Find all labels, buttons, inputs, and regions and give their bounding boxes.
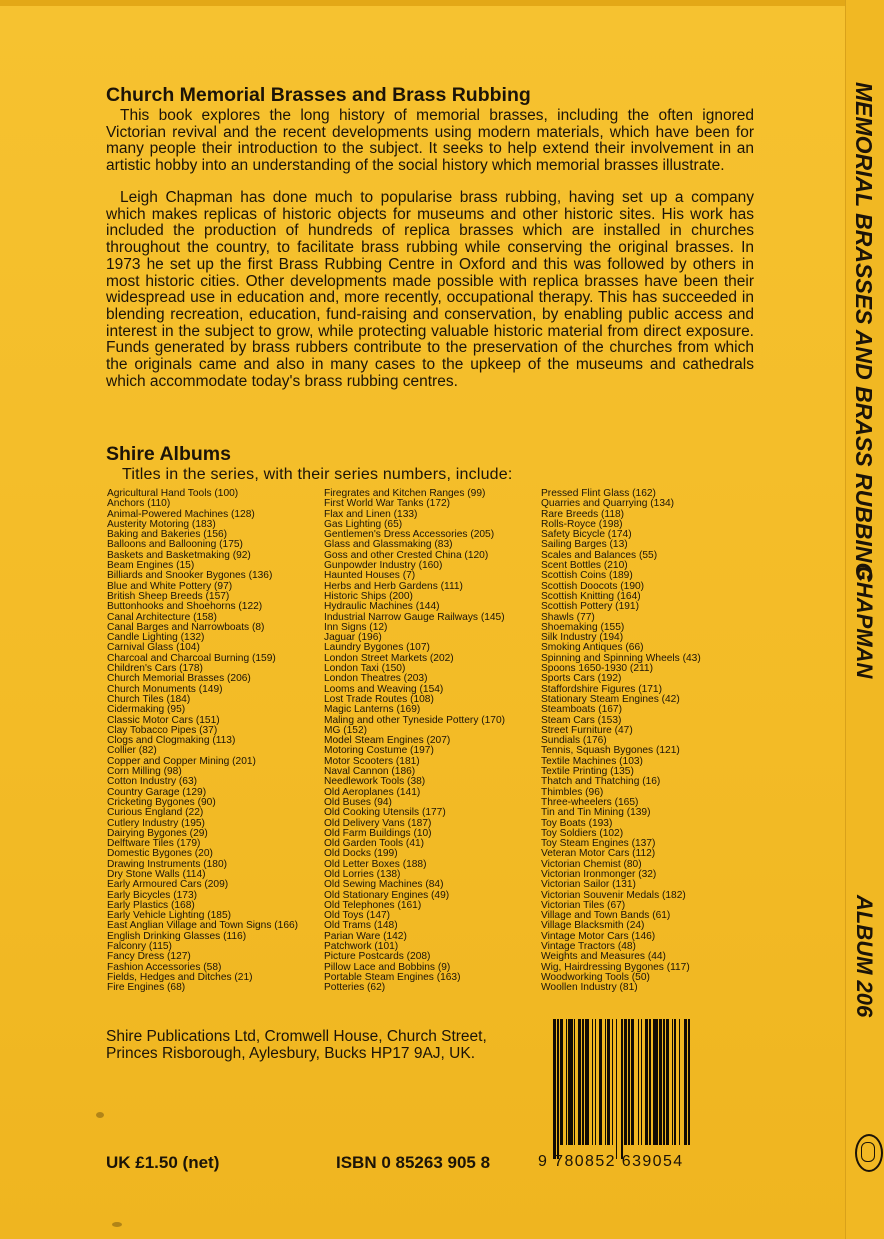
- series-list-item: East Anglian Village and Town Signs (166): [107, 920, 299, 932]
- series-list-item: Copper and Copper Mining (201): [107, 755, 256, 767]
- series-list-item: Anchors (110): [107, 498, 171, 510]
- series-list-item: Smoking Antiques (66): [541, 642, 644, 654]
- series-list-item: Flax and Linen (133): [324, 508, 418, 520]
- price: UK £1.50 (net): [106, 1153, 220, 1172]
- series-list-item: Corn Milling (98): [107, 766, 182, 778]
- series-list-item: Spinning and Spinning Wheels (43): [541, 652, 701, 664]
- series-list-item: Needlework Tools (38): [324, 776, 426, 788]
- series-list-item: Magic Lanterns (169): [324, 704, 421, 716]
- series-list-item: Woollen Industry (81): [541, 982, 638, 994]
- cover-smudge: [96, 1112, 104, 1118]
- series-list-item: Church Memorial Brasses (206): [107, 673, 251, 685]
- series-list-item: Shawls (77): [541, 611, 595, 623]
- series-list-item: Early Bicycles (173): [107, 889, 198, 901]
- series-list-item: Curious England (22): [107, 807, 204, 819]
- series-list-item: British Sheep Breeds (157): [107, 590, 230, 602]
- series-list-item: Gentlemen's Dress Accessories (205): [324, 529, 495, 541]
- series-list-item: Church Tiles (184): [107, 693, 191, 705]
- series-list-item: Billiards and Snooker Bygones (136): [107, 570, 273, 582]
- series-list-item: MG (152): [324, 724, 368, 736]
- series-list-item: Old Stationary Engines (49): [324, 889, 450, 901]
- series-list-item: Toy Soldiers (102): [541, 827, 624, 839]
- series-list-item: Patchwork (101): [324, 941, 399, 953]
- series-list-item: Cutlery Industry (195): [107, 817, 205, 829]
- series-list-item: Classic Motor Cars (151): [107, 714, 220, 726]
- series-list-item: Scottish Coins (189): [541, 570, 633, 582]
- series-list-item: Animal-Powered Machines (128): [107, 508, 255, 520]
- series-list-item: English Drinking Glasses (116): [107, 930, 247, 942]
- series-list-item: First World War Tanks (172): [324, 498, 451, 510]
- series-list-item: Drawing Instruments (180): [107, 858, 228, 870]
- series-list-item: Thimbles (96): [541, 786, 604, 798]
- series-list-item: Village Blacksmith (24): [541, 920, 645, 932]
- series-list-item: Industrial Narrow Gauge Railways (145): [324, 611, 505, 623]
- series-list-item: Scottish Pottery (191): [541, 601, 639, 613]
- series-list-item: Staffordshire Figures (171): [541, 683, 662, 695]
- series-heading: Shire Albums: [106, 443, 231, 465]
- series-list-item: Clay Tobacco Pipes (37): [107, 724, 218, 736]
- series-list-item: Early Vehicle Lighting (185): [107, 910, 232, 922]
- series-list-item: Agricultural Hand Tools (100): [107, 488, 239, 499]
- series-list-item: Portable Steam Engines (163): [324, 971, 461, 983]
- series-list-item: Victorian Ironmonger (32): [541, 868, 657, 880]
- series-list-item: Country Garage (129): [107, 786, 207, 798]
- series-list-item: Dry Stone Walls (114): [107, 868, 206, 880]
- series-list-item: Old Delivery Vans (187): [324, 817, 432, 829]
- series-list-item: Tin and Tin Mining (139): [541, 807, 651, 819]
- series-list-item: London Taxi (150): [324, 663, 406, 675]
- series-list-item: Baking and Bakeries (156): [107, 529, 228, 541]
- barcode: [553, 1019, 739, 1145]
- series-list-item: Fire Engines (68): [107, 982, 186, 994]
- series-list-item: Sailing Barges (13): [541, 539, 628, 551]
- series-list-item: Delftware Tiles (179): [107, 838, 201, 850]
- description-paragraph-2: Leigh Chapman has done much to popularise brass rubbing, having set up a company which makes replicas of historic objects for museums and other historic sites. His work has included the production of hundreds of replica brasses which are installed in churches throughout the country, to facilitate brass rubbing while conserving the original brasses. In 1973 he set up the first Brass Rubbing Centre in Oxford and this was followed by others in most historic cities. Other developments made possible with replica brasses have been their widespread use in education and, more recently, occupational therapy. This has succeeded in blending recreation, education, fund-raising and conservation, by enabling public access and interest in the subject to grow, while protecting valuable historic material from direct exposure. Funds generated by brass rubbers contribute to the preservation of the churches from which the originals came and also in many cases to the upkeep of the museums and cathedrals which accommodate today's brass rubbing centres.: [106, 189, 754, 390]
- series-list-item: Veteran Motor Cars (112): [541, 848, 656, 860]
- series-list-item: Textile Printing (135): [541, 766, 634, 778]
- series-list-item: Early Armoured Cars (209): [107, 879, 229, 891]
- publisher-address: Shire Publications Ltd, Cromwell House, Church Street, Princes Risborough, Aylesbury, Bucks HP17 9AJ, UK.: [106, 1028, 487, 1062]
- series-list-item: Fancy Dress (127): [107, 951, 191, 963]
- series-list-item: Lost Trade Routes (108): [324, 693, 434, 705]
- series-list-item: Canal Architecture (158): [107, 611, 217, 623]
- series-list-item: Woodworking Tools (50): [541, 971, 650, 983]
- book-title: Church Memorial Brasses and Brass Rubbing: [106, 84, 531, 106]
- series-list-item: Old Aeroplanes (141): [324, 786, 421, 798]
- series-list-item: Goss and other Crested China (120): [324, 549, 489, 561]
- series-list-item: Scent Bottles (210): [541, 560, 628, 572]
- series-list-item: Steam Cars (153): [541, 714, 622, 726]
- series-list-item: Candle Lighting (132): [107, 632, 205, 644]
- series-list-item: Baskets and Basketmaking (92): [107, 549, 251, 561]
- series-list-item: Firegrates and Kitchen Ranges (99): [324, 488, 486, 499]
- description-paragraph-1: This book explores the long history of memorial brasses, including the often ignored Victorian revival and the recent developments using modern materials, which have been for many people their introduction to the subject. It seeks to help extend their involvement in an artistic hobby into an understanding of the social history which memorial brasses illustrate.: [106, 107, 754, 175]
- series-list-item: Early Plastics (168): [107, 899, 195, 911]
- barcode-digits: 9 780852 639054: [538, 1153, 684, 1170]
- spine-author: CHAPMAN: [852, 566, 877, 679]
- series-list-item: London Street Markets (202): [324, 652, 454, 664]
- spine-album-number: ALBUM 206: [852, 895, 877, 1018]
- series-list-item: Austerity Motoring (183): [107, 518, 216, 530]
- series-list-item: Pillow Lace and Bobbins (9): [324, 961, 451, 973]
- series-list-item: Collier (82): [107, 745, 157, 757]
- series-list-item: Potteries (62): [324, 982, 386, 994]
- series-list-item: Fields, Hedges and Ditches (21): [107, 971, 253, 983]
- series-list-item: Rolls-Royce (198): [541, 518, 623, 530]
- series-list-item: Model Steam Engines (207): [324, 735, 451, 747]
- series-list-item: Victorian Sailor (131): [541, 879, 636, 891]
- series-list-item: Glass and Glassmaking (83): [324, 539, 453, 551]
- series-list-item: Old Letter Boxes (188): [324, 858, 427, 870]
- series-list-item: Textile Machines (103): [541, 755, 643, 767]
- series-list-column-2: [324, 489, 505, 994]
- series-list-item: Street Furniture (47): [541, 724, 633, 736]
- series-list-item: Wig, Hairdressing Bygones (117): [541, 961, 690, 973]
- series-list-item: Church Monuments (149): [107, 683, 223, 695]
- series-list-item: Three-wheelers (165): [541, 796, 639, 808]
- series-list-item: Herbs and Herb Gardens (111): [324, 580, 463, 592]
- series-list-item: Motor Scooters (181): [324, 755, 420, 767]
- series-list-item: Carnival Glass (104): [107, 642, 200, 654]
- series-list-item: Thatch and Thatching (16): [541, 776, 661, 788]
- series-list-item: Stationary Steam Engines (42): [541, 693, 680, 705]
- series-list-item: Hydraulic Machines (144): [324, 601, 440, 613]
- series-list-item: Spoons 1650-1930 (211): [541, 663, 653, 675]
- series-list-item: Parian Ware (142): [324, 930, 407, 942]
- series-list-item: Beam Engines (15): [107, 560, 195, 572]
- series-list-item: Sports Cars (192): [541, 673, 622, 685]
- series-list-item: Falconry (115): [107, 941, 172, 953]
- series-list-item: Village and Town Bands (61): [541, 910, 671, 922]
- series-list-item: Gunpowder Industry (160): [324, 560, 443, 572]
- series-list-item: Toy Steam Engines (137): [541, 838, 656, 850]
- series-list-item: Shoemaking (155): [541, 621, 625, 633]
- barcode-space: [690, 1019, 693, 1145]
- series-list-item: Cricketing Bygones (90): [107, 796, 216, 808]
- series-list-item: Old Docks (199): [324, 848, 398, 860]
- series-list-item: Tennis, Squash Bygones (121): [541, 745, 680, 757]
- series-intro: Titles in the series, with their series numbers, include:: [122, 466, 513, 483]
- series-list-item: Cidermaking (95): [107, 704, 186, 716]
- series-list-item: Balloons and Ballooning (175): [107, 539, 243, 551]
- series-list-item: Victorian Tiles (67): [541, 899, 626, 911]
- series-list-item: Safety Bicycle (174): [541, 529, 632, 541]
- series-list-item: Picture Postcards (208): [324, 951, 431, 963]
- series-list-item: Old Telephones (161): [324, 899, 422, 911]
- series-list-item: Domestic Bygones (20): [107, 848, 213, 860]
- series-list-item: Vintage Motor Cars (146): [541, 930, 656, 942]
- series-list-item: Clogs and Clogmaking (113): [107, 735, 236, 747]
- series-list-item: Inn Signs (12): [324, 621, 388, 633]
- series-list-item: Charcoal and Charcoal Burning (159): [107, 652, 276, 664]
- series-list-item: Weights and Measures (44): [541, 951, 666, 963]
- series-list-item: Old Trams (148): [324, 920, 398, 932]
- series-list-item: Quarries and Quarrying (134): [541, 498, 675, 510]
- series-list-item: Scales and Balances (55): [541, 549, 658, 561]
- series-list-item: Canal Barges and Narrowboats (8): [107, 621, 265, 633]
- series-list-item: Old Cooking Utensils (177): [324, 807, 446, 819]
- series-list-item: Gas Lighting (65): [324, 518, 403, 530]
- series-list-item: Old Farm Buildings (10): [324, 827, 432, 839]
- series-list-item: Old Sewing Machines (84): [324, 879, 444, 891]
- series-list-item: Old Toys (147): [324, 910, 391, 922]
- shire-logo-icon: [855, 1134, 883, 1172]
- series-list-item: Toy Boats (193): [541, 817, 613, 829]
- series-list-item: Jaguar (196): [324, 632, 382, 644]
- series-list-column-3: [541, 489, 701, 994]
- isbn: ISBN 0 85263 905 8: [336, 1153, 491, 1172]
- series-list-item: Steamboats (167): [541, 704, 622, 716]
- series-list-item: Maling and other Tyneside Pottery (170): [324, 714, 506, 726]
- series-list-item: Blue and White Pottery (97): [107, 580, 233, 592]
- series-list-item: Fashion Accessories (58): [107, 961, 222, 973]
- series-list-item: Sundials (176): [541, 735, 607, 747]
- series-list-item: Victorian Chemist (80): [541, 858, 642, 870]
- series-list-item: Vintage Tractors (48): [541, 941, 636, 953]
- series-list-item: Victorian Souvenir Medals (182): [541, 889, 686, 901]
- series-list-item: Haunted Houses (7): [324, 570, 416, 582]
- series-list-item: Children's Cars (178): [107, 663, 203, 675]
- series-list-item: Laundry Bygones (107): [324, 642, 430, 654]
- series-list-item: London Theatres (203): [324, 673, 428, 685]
- series-list-column-1: [107, 489, 298, 994]
- spine-title: MEMORIAL BRASSES AND BRASS RUBBING: [851, 82, 877, 581]
- series-list-item: Motoring Costume (197): [324, 745, 434, 757]
- series-list-item: Naval Cannon (186): [324, 766, 416, 778]
- series-list-item: Pressed Flint Glass (162): [541, 488, 656, 499]
- series-list-item: Scottish Doocots (190): [541, 580, 645, 592]
- cover-smudge: [112, 1222, 122, 1227]
- series-list-item: Buttonhooks and Shoehorns (122): [107, 601, 263, 613]
- series-list-item: Dairying Bygones (29): [107, 827, 208, 839]
- series-list-item: Historic Ships (200): [324, 590, 413, 602]
- cover-top-edge: [0, 0, 884, 6]
- series-list-item: Old Buses (94): [324, 796, 392, 808]
- series-list-item: Old Garden Tools (41): [324, 838, 425, 850]
- series-list-item: Silk Industry (194): [541, 632, 624, 644]
- series-list-item: Looms and Weaving (154): [324, 683, 444, 695]
- series-list-item: Old Lorries (138): [324, 868, 401, 880]
- series-list-item: Cotton Industry (63): [107, 776, 198, 788]
- series-list-item: Scottish Knitting (164): [541, 590, 641, 602]
- series-list-item: Rare Breeds (118): [541, 508, 625, 520]
